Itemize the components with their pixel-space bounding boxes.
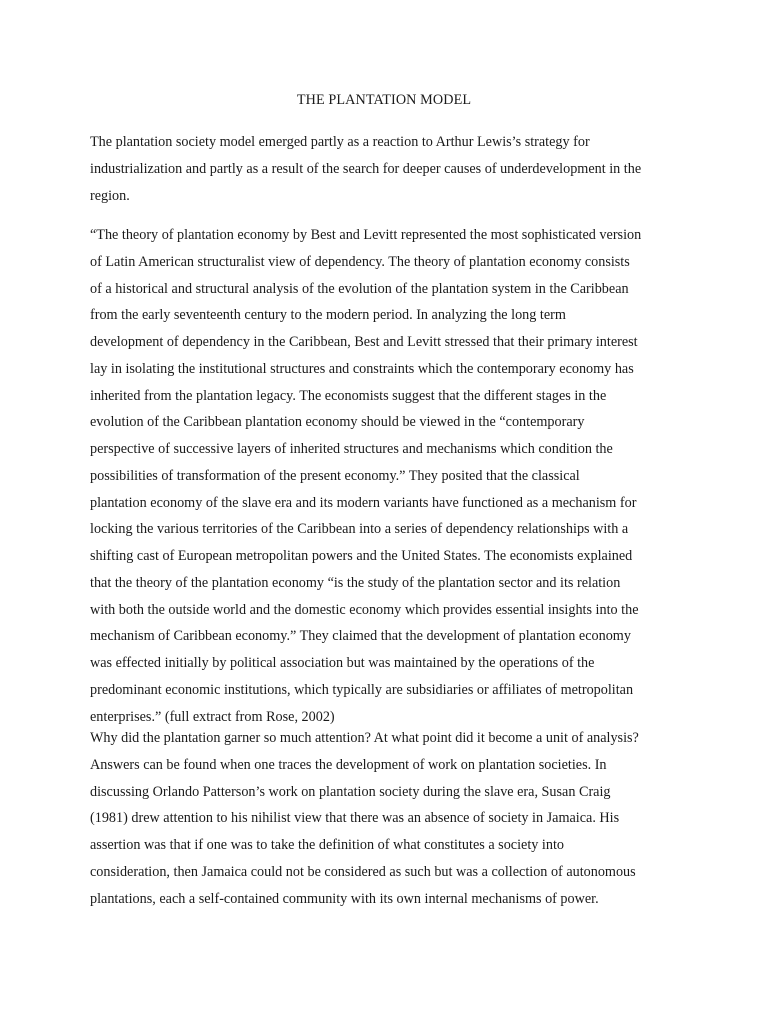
text-line: shifting cast of European metropolitan powers and the United States. The economists explained bbox=[90, 548, 633, 564]
text-line: possibilities of transformation of the present economy.” They posited that the classical bbox=[90, 467, 580, 484]
paragraph-quote bbox=[90, 222, 690, 730]
text-line: “The theory of plantation economy by Best and Levitt represented the most sophisticated version bbox=[90, 227, 642, 243]
text-line: lay in isolating the institutional structures and constraints which the contemporary economy has bbox=[90, 360, 634, 377]
text-line: development of dependency in the Caribbean, Best and Levitt stressed that their primary interest bbox=[90, 334, 638, 350]
text-line: enterprises.” (full extract from Rose, 2002) bbox=[90, 708, 335, 725]
text-line: inherited from the plantation legacy. The economists suggest that the different stages in the bbox=[90, 387, 607, 404]
text-line: plantations, each a self-contained community with its own internal mechanisms of power. bbox=[90, 890, 599, 907]
text-line: was effected initially by political association but was maintained by the operations of the bbox=[90, 655, 595, 671]
text-line: perspective of successive layers of inherited structures and mechanisms which condition the bbox=[90, 441, 613, 457]
text-line: Answers can be found when one traces the development of work on plantation societies. In bbox=[90, 756, 607, 773]
text-line: predominant economic institutions, which typically are subsidiaries or affiliates of metropolitan bbox=[90, 681, 634, 698]
text-line: of Latin American structuralist view of dependency. The theory of plantation economy consists bbox=[90, 253, 630, 270]
text-line: from the early seventeenth century to the modern period. In analyzing the long term bbox=[90, 307, 566, 324]
page-title: THE PLANTATION MODEL bbox=[296, 92, 472, 108]
text-line: with both the outside world and the domestic economy which provides essential insights into the bbox=[90, 601, 639, 618]
text-line: locking the various territories of the Caribbean into a series of dependency relationships with a bbox=[90, 521, 629, 538]
text-line: industrialization and partly as a result of the search for deeper causes of underdevelopment in the bbox=[90, 160, 642, 177]
paragraph-discussion bbox=[90, 725, 690, 912]
text-line: evolution of the Caribbean plantation economy should be viewed in the “contemporary bbox=[90, 414, 585, 431]
text-line: mechanism of Caribbean economy.” They claimed that the development of plantation economy bbox=[90, 628, 631, 645]
paragraph-intro bbox=[90, 129, 690, 209]
text-line: of a historical and structural analysis of the evolution of the plantation system in the Caribbean bbox=[90, 280, 629, 297]
text-line: Why did the plantation garner so much attention? At what point did it become a unit of analysis? bbox=[90, 730, 639, 746]
text-line: region. bbox=[90, 187, 130, 204]
text-line: discussing Orlando Patterson’s work on plantation society during the slave era, Susan Craig bbox=[90, 783, 611, 800]
text-line: assertion was that if one was to take the definition of what constitutes a society into bbox=[90, 837, 564, 853]
text-line: that the theory of the plantation economy “is the study of the plantation sector and its relation bbox=[90, 574, 621, 591]
text-line: consideration, then Jamaica could not be considered as such but was a collection of autonomous bbox=[90, 863, 636, 880]
text-line: The plantation society model emerged partly as a reaction to Arthur Lewis’s strategy for bbox=[90, 134, 590, 150]
text-line: plantation economy of the slave era and its modern variants have functioned as a mechanism for bbox=[90, 494, 637, 511]
text-line: (1981) drew attention to his nihilist view that there was an absence of society in Jamaica. His bbox=[90, 810, 620, 827]
